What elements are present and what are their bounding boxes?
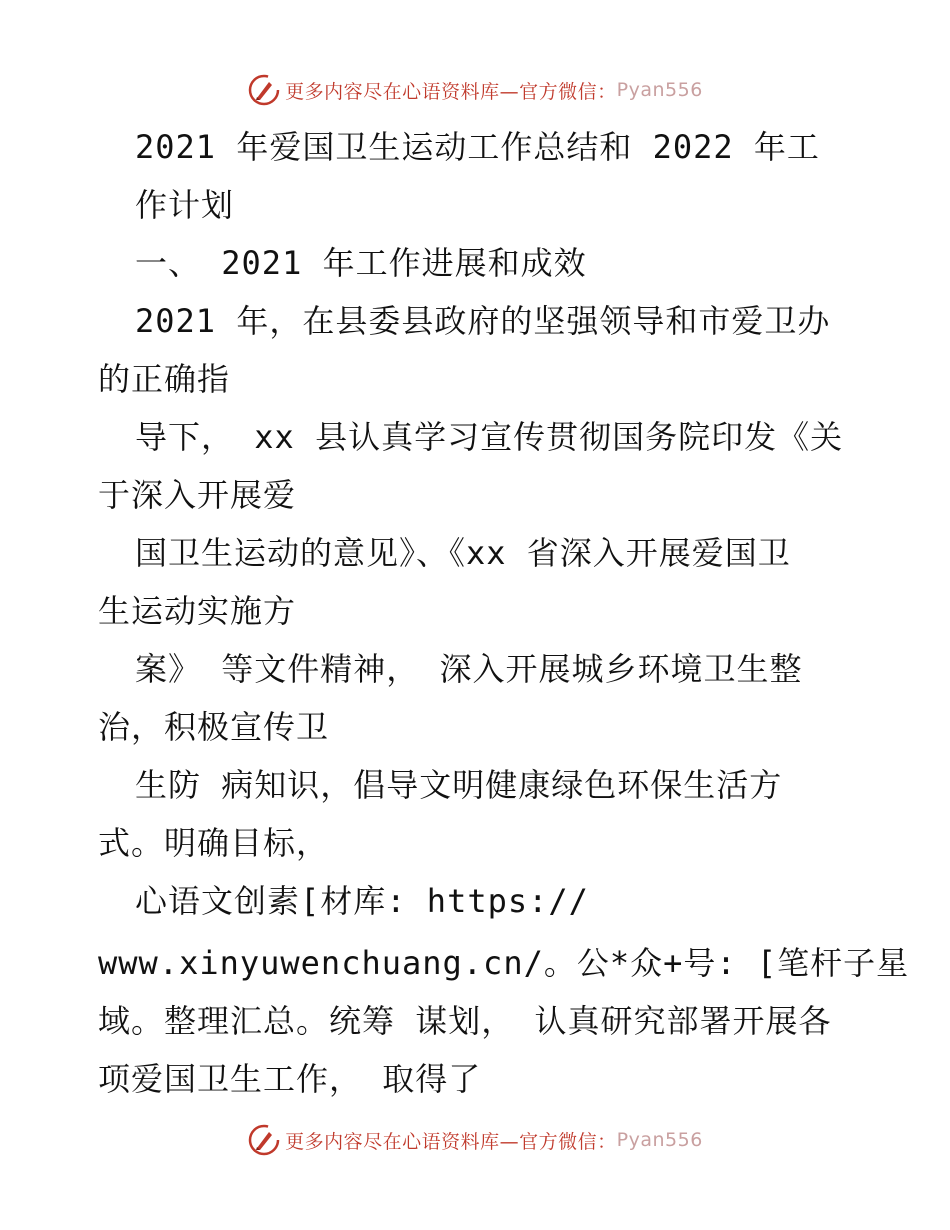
banner-text: 更多内容尽在心语资料库—官方微信： xyxy=(285,80,617,103)
paragraph-line: 2021 年，在县委县政府的坚强领导和市爱卫办 xyxy=(135,302,831,340)
paragraph-line: 案》 等文件精神， 深入开展城乡环境卫生整 xyxy=(135,650,803,688)
paragraph-line: 于深入开展爱 xyxy=(98,476,297,514)
paragraph-line: www.xinyuwenchuang.cn/。公*众+号: [笔杆子星 xyxy=(98,944,910,982)
banner-brand: Pyan556 xyxy=(616,1129,703,1151)
paragraph-line: 式。明确目标， xyxy=(98,824,330,862)
paragraph-line: 心语文创素[材库: https:// xyxy=(135,882,589,920)
paragraph-line: 生运动实施方 xyxy=(98,592,297,630)
paragraph-line: 国卫生运动的意见》、《xx 省深入开展爱国卫 xyxy=(135,534,791,572)
quill-pen-logo-icon xyxy=(247,1123,281,1157)
footer-banner xyxy=(0,1120,950,1160)
header-banner xyxy=(0,70,950,110)
section-heading: 一、 2021 年工作进展和成效 xyxy=(135,244,587,282)
paragraph-line: 的正确指 xyxy=(98,360,231,398)
paragraph-line: 导下， xx 县认真学习宣传贯彻国务院印发《关 xyxy=(135,418,844,456)
paragraph-line: 项爱国卫生工作， 取得了 xyxy=(98,1060,482,1098)
banner-text: 更多内容尽在心语资料库—官方微信： xyxy=(285,1130,617,1153)
banner-brand: Pyan556 xyxy=(616,79,703,101)
document-title-line-1: 2021 年爱国卫生运动工作总结和 2022 年工 xyxy=(135,128,820,166)
document-title-line-2: 作计划 xyxy=(135,186,235,224)
paragraph-line: 生防 病知识，倡导文明健康绿色环保生活方 xyxy=(135,766,783,804)
paragraph-line: 域。整理汇总。统筹 谋划， 认真研究部署开展各 xyxy=(98,1002,832,1040)
paragraph-line: 治，积极宣传卫 xyxy=(98,708,330,746)
quill-pen-logo-icon xyxy=(247,73,281,107)
